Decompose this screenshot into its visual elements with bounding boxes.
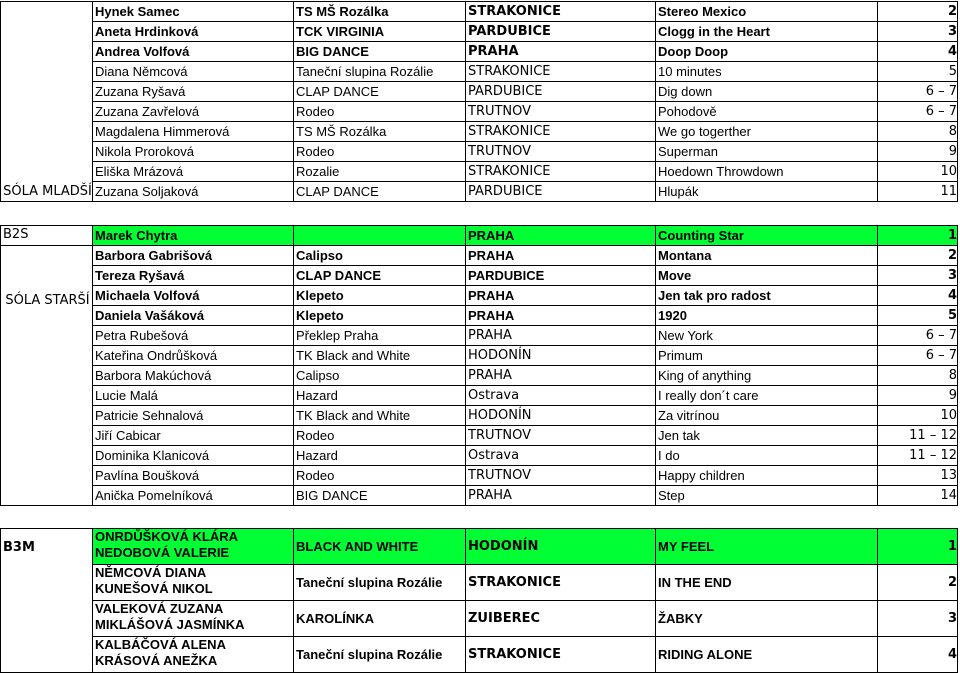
song-title: King of anything bbox=[656, 366, 878, 386]
song-title: 10 minutes bbox=[656, 62, 878, 82]
dancer-name: Zuzana Zavřelová bbox=[93, 102, 294, 122]
song-title: I do bbox=[656, 446, 878, 466]
duo-names bbox=[93, 529, 294, 565]
city: PARDUBICE bbox=[466, 182, 656, 202]
placement: 6 – 7 bbox=[878, 82, 958, 102]
placement: 13 bbox=[878, 466, 958, 486]
category-code: B2S bbox=[1, 226, 93, 246]
table-row bbox=[1, 246, 958, 266]
city: STRAKONICE bbox=[466, 2, 656, 22]
placement: 3 bbox=[878, 601, 958, 637]
club-name: BIG DANCE bbox=[294, 42, 466, 62]
dancer-name: Magdalena Himmerová bbox=[93, 122, 294, 142]
club-name: TK Black and White bbox=[294, 406, 466, 426]
city: PARDUBICE bbox=[466, 82, 656, 102]
city: PRAHA bbox=[466, 366, 656, 386]
song-title: We go togerther bbox=[656, 122, 878, 142]
placement: 4 bbox=[878, 42, 958, 62]
table-row bbox=[1, 286, 958, 306]
placement: 1 bbox=[878, 226, 958, 246]
club-name: CLAP DANCE bbox=[294, 266, 466, 286]
club-name: TS MŠ Rozálka bbox=[294, 122, 466, 142]
city: PRAHA bbox=[466, 306, 656, 326]
table-row bbox=[1, 565, 958, 601]
placement: 2 bbox=[878, 565, 958, 601]
placement: 5 bbox=[878, 306, 958, 326]
placement: 3 bbox=[878, 266, 958, 286]
table-row bbox=[1, 266, 958, 286]
club-name: Klepeto bbox=[294, 306, 466, 326]
dancer-name: Jiří Cabicar bbox=[93, 426, 294, 446]
table-row bbox=[1, 386, 958, 406]
table-row bbox=[1, 226, 958, 246]
placement: 11 bbox=[878, 182, 958, 202]
city: STRAKONICE bbox=[466, 122, 656, 142]
dancer-name: Hynek Samec bbox=[93, 2, 294, 22]
table-row bbox=[1, 62, 958, 82]
song-title: Counting Star bbox=[656, 226, 878, 246]
dancer-name: Daniela Vašáková bbox=[93, 306, 294, 326]
city: STRAKONICE bbox=[466, 162, 656, 182]
table-row bbox=[1, 529, 958, 565]
placement: 11 – 12 bbox=[878, 446, 958, 466]
placement: 5 bbox=[878, 62, 958, 82]
club-name: Taneční slupina Rozálie bbox=[294, 565, 466, 601]
song-title: Stereo Mexico bbox=[656, 2, 878, 22]
city: HODONÍN bbox=[466, 529, 656, 565]
table-row bbox=[1, 637, 958, 673]
table-row bbox=[1, 366, 958, 386]
category-label: SÓLA STARŠÍ bbox=[1, 246, 93, 506]
song-title: Hlupák bbox=[656, 182, 878, 202]
song-title: RIDING ALONE bbox=[656, 637, 878, 673]
song-title: 1920 bbox=[656, 306, 878, 326]
table-row bbox=[1, 22, 958, 42]
song-title: Jen tak pro radost bbox=[656, 286, 878, 306]
city: TRUTNOV bbox=[466, 466, 656, 486]
placement: 6 – 7 bbox=[878, 102, 958, 122]
dancer-name: VALEKOVÁ ZUZANA bbox=[95, 601, 224, 616]
song-title: Hoedown Throwdown bbox=[656, 162, 878, 182]
table-row bbox=[1, 426, 958, 446]
dancer-name: Anička Pomelníková bbox=[93, 486, 294, 506]
dancer-name: Zuzana Soljaková bbox=[93, 182, 294, 202]
city: PRAHA bbox=[466, 486, 656, 506]
city: ZUIBEREC bbox=[466, 601, 656, 637]
club-name: Překlep Praha bbox=[294, 326, 466, 346]
club-name: Hazard bbox=[294, 386, 466, 406]
club-name: Hazard bbox=[294, 446, 466, 466]
dancer-name: Dominika Klanicová bbox=[93, 446, 294, 466]
song-title: MY FEEL bbox=[656, 529, 878, 565]
song-title: Pohodově bbox=[656, 102, 878, 122]
dancer-name: Barbora Makúchová bbox=[93, 366, 294, 386]
placement: 10 bbox=[878, 162, 958, 182]
table-row bbox=[1, 142, 958, 162]
table-row bbox=[1, 82, 958, 102]
table-row bbox=[1, 346, 958, 366]
club-name: TS MŠ Rozálka bbox=[294, 2, 466, 22]
club-name: Rodeo bbox=[294, 102, 466, 122]
placement: 4 bbox=[878, 286, 958, 306]
table-row bbox=[1, 406, 958, 426]
city: STRAKONICE bbox=[466, 62, 656, 82]
city: TRUTNOV bbox=[466, 142, 656, 162]
placement: 1 bbox=[878, 529, 958, 565]
table-row bbox=[1, 42, 958, 62]
club-name bbox=[294, 226, 466, 246]
dancer-name: Tereza Ryšavá bbox=[93, 266, 294, 286]
song-title: Za vitrínou bbox=[656, 406, 878, 426]
placement: 9 bbox=[878, 142, 958, 162]
song-title: Primum bbox=[656, 346, 878, 366]
table-row bbox=[1, 162, 958, 182]
table-row bbox=[1, 446, 958, 466]
song-title: Move bbox=[656, 266, 878, 286]
table-row bbox=[1, 102, 958, 122]
dancer-name: Kateřina Ondrůšková bbox=[93, 346, 294, 366]
city: STRAKONICE bbox=[466, 565, 656, 601]
club-name: CLAP DANCE bbox=[294, 82, 466, 102]
city: PARDUBICE bbox=[466, 266, 656, 286]
dancer-name: Pavlína Boušková bbox=[93, 466, 294, 486]
city: STRAKONICE bbox=[466, 637, 656, 673]
duo-names bbox=[93, 565, 294, 601]
dancer-name: KUNEŠOVÁ NIKOL bbox=[95, 581, 213, 596]
placement: 9 bbox=[878, 386, 958, 406]
dancer-name: Barbora Gabrišová bbox=[93, 246, 294, 266]
dancer-name: Eliška Mrázová bbox=[93, 162, 294, 182]
placement: 8 bbox=[878, 122, 958, 142]
placement: 10 bbox=[878, 406, 958, 426]
song-title: ŽABKY bbox=[656, 601, 878, 637]
song-title: I really don´t care bbox=[656, 386, 878, 406]
category-code: B3M bbox=[1, 529, 93, 673]
dancer-name: MIKLÁŠOVÁ JASMÍNKA bbox=[95, 617, 245, 632]
song-title: Doop Doop bbox=[656, 42, 878, 62]
table-row bbox=[1, 122, 958, 142]
placement: 4 bbox=[878, 637, 958, 673]
dancer-name: ONRDŮŠKOVÁ KLÁRA bbox=[95, 529, 238, 544]
results-table-sola-mladsi bbox=[0, 1, 958, 202]
dancer-name: NEDOBOVÁ VALERIE bbox=[95, 545, 230, 560]
dancer-name: Michaela Volfová bbox=[93, 286, 294, 306]
club-name: Rodeo bbox=[294, 142, 466, 162]
city: PRAHA bbox=[466, 42, 656, 62]
city: TRUTNOV bbox=[466, 102, 656, 122]
club-name: Taneční slupina Rozálie bbox=[294, 62, 466, 82]
placement: 8 bbox=[878, 366, 958, 386]
results-table-b3m bbox=[0, 528, 958, 673]
dancer-name: Petra Rubešová bbox=[93, 326, 294, 346]
dancer-name: Nikola Proroková bbox=[93, 142, 294, 162]
category-label: SÓLA MLADŠÍ bbox=[1, 2, 93, 202]
song-title: New York bbox=[656, 326, 878, 346]
placement: 3 bbox=[878, 22, 958, 42]
city: HODONÍN bbox=[466, 406, 656, 426]
table-row bbox=[1, 2, 958, 22]
club-name: Rodeo bbox=[294, 426, 466, 446]
club-name: CLAP DANCE bbox=[294, 182, 466, 202]
song-title: Happy children bbox=[656, 466, 878, 486]
club-name: TK Black and White bbox=[294, 346, 466, 366]
dancer-name: KRÁSOVÁ ANEŽKA bbox=[95, 653, 218, 668]
dancer-name: NĚMCOVÁ DIANA bbox=[95, 565, 207, 580]
table-row bbox=[1, 182, 958, 202]
song-title: Step bbox=[656, 486, 878, 506]
club-name: Taneční slupina Rozálie bbox=[294, 637, 466, 673]
duo-names bbox=[93, 601, 294, 637]
club-name: Calipso bbox=[294, 366, 466, 386]
dancer-name: Marek Chytra bbox=[93, 226, 294, 246]
club-name: Calipso bbox=[294, 246, 466, 266]
city: PRAHA bbox=[466, 226, 656, 246]
dancer-name: Andrea Volfová bbox=[93, 42, 294, 62]
placement: 6 – 7 bbox=[878, 326, 958, 346]
duo-names bbox=[93, 637, 294, 673]
city: PRAHA bbox=[466, 286, 656, 306]
table-row bbox=[1, 326, 958, 346]
placement: 2 bbox=[878, 246, 958, 266]
city: Ostrava bbox=[466, 446, 656, 466]
song-title: Dig down bbox=[656, 82, 878, 102]
song-title: Jen tak bbox=[656, 426, 878, 446]
dancer-name: Lucie Malá bbox=[93, 386, 294, 406]
club-name: Rodeo bbox=[294, 466, 466, 486]
city: Ostrava bbox=[466, 386, 656, 406]
club-name: BLACK AND WHITE bbox=[294, 529, 466, 565]
city: PRAHA bbox=[466, 246, 656, 266]
club-name: TCK VIRGINIA bbox=[294, 22, 466, 42]
dancer-name: Zuzana Ryšavá bbox=[93, 82, 294, 102]
placement: 14 bbox=[878, 486, 958, 506]
placement: 2 bbox=[878, 2, 958, 22]
song-title: IN THE END bbox=[656, 565, 878, 601]
song-title: Montana bbox=[656, 246, 878, 266]
table-row bbox=[1, 466, 958, 486]
table-row bbox=[1, 306, 958, 326]
dancer-name: KALBÁČOVÁ ALENA bbox=[95, 637, 226, 652]
city: PRAHA bbox=[466, 326, 656, 346]
table-row bbox=[1, 601, 958, 637]
club-name: BIG DANCE bbox=[294, 486, 466, 506]
club-name: Klepeto bbox=[294, 286, 466, 306]
city: HODONÍN bbox=[466, 346, 656, 366]
dancer-name: Patricie Sehnalová bbox=[93, 406, 294, 426]
dancer-name: Aneta Hrdinková bbox=[93, 22, 294, 42]
song-title: Superman bbox=[656, 142, 878, 162]
club-name: Rozalie bbox=[294, 162, 466, 182]
city: PARDUBICE bbox=[466, 22, 656, 42]
results-table-sola-starsi bbox=[0, 225, 958, 506]
song-title: Clogg in the Heart bbox=[656, 22, 878, 42]
placement: 6 – 7 bbox=[878, 346, 958, 366]
dancer-name: Diana Němcová bbox=[93, 62, 294, 82]
placement: 11 – 12 bbox=[878, 426, 958, 446]
club-name: KAROLÍNKA bbox=[294, 601, 466, 637]
city: TRUTNOV bbox=[466, 426, 656, 446]
table-row bbox=[1, 486, 958, 506]
